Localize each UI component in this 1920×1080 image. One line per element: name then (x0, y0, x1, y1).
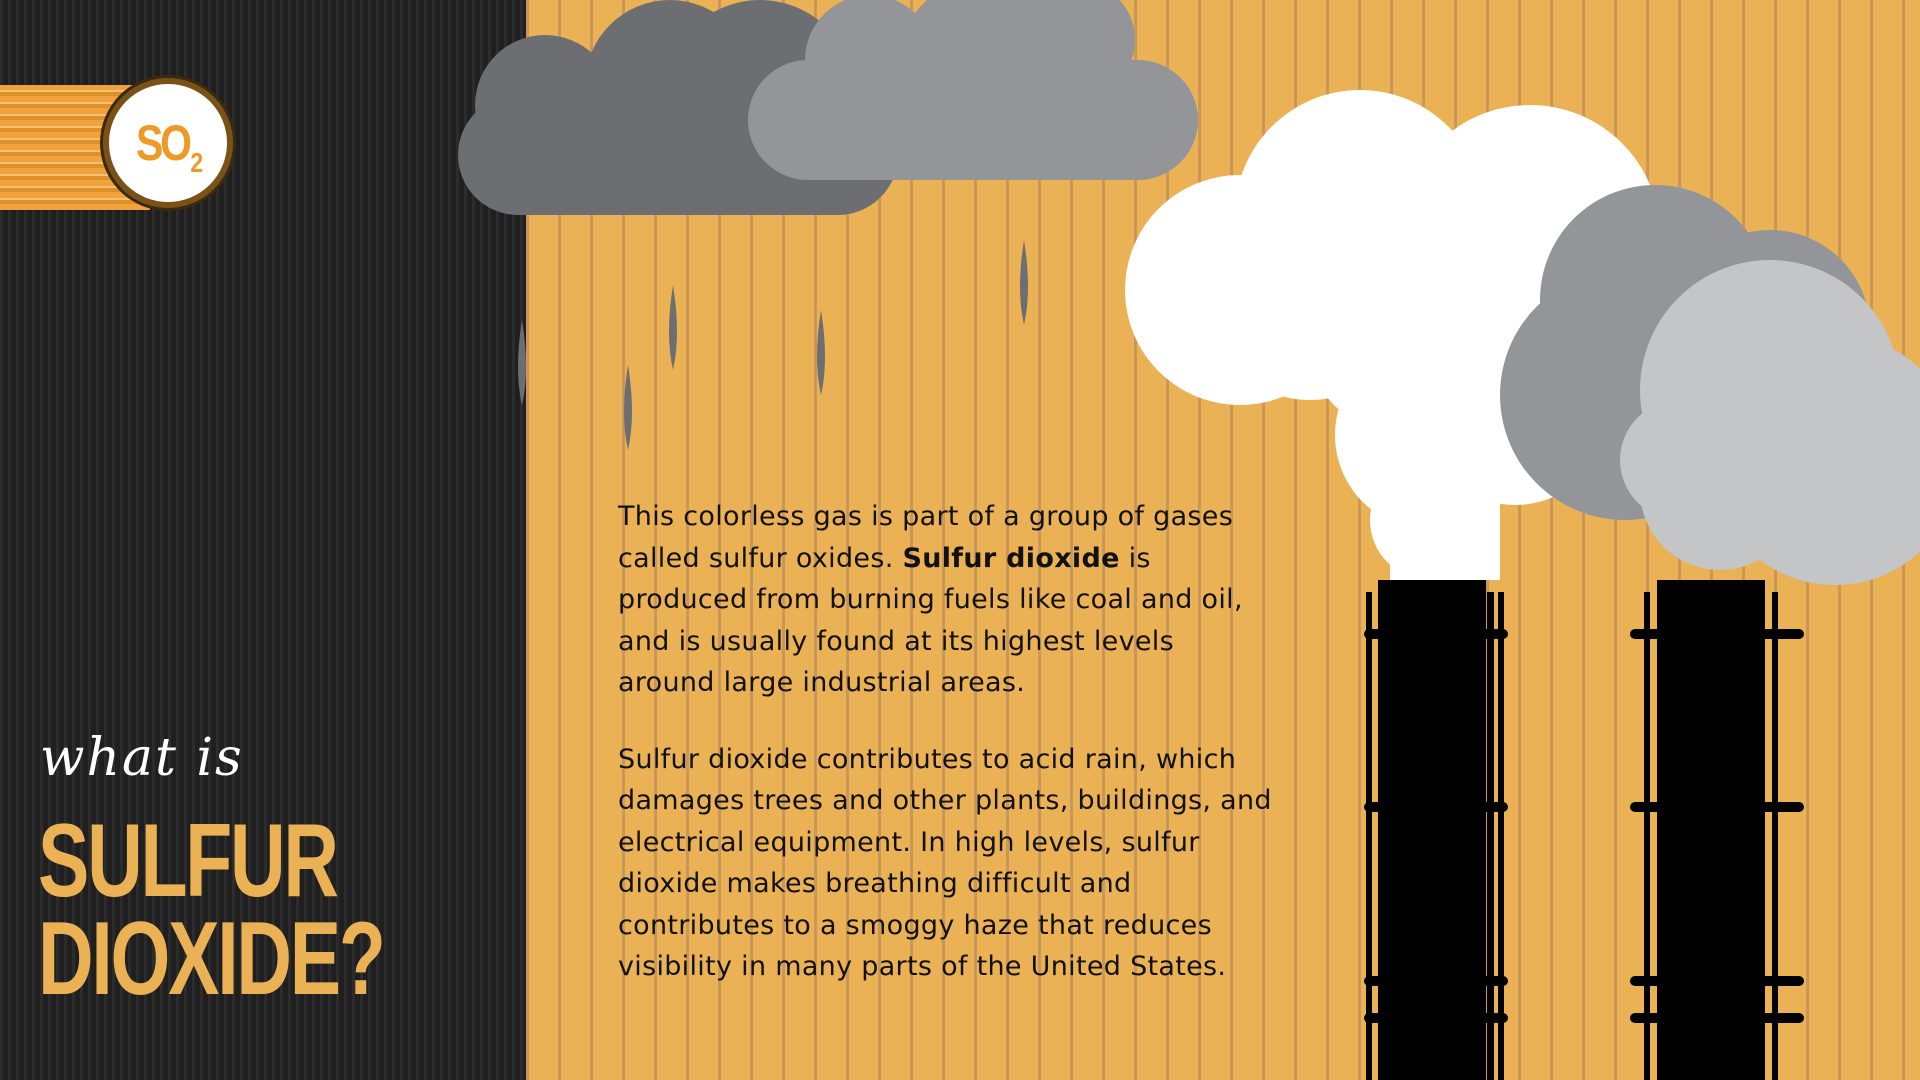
title-what-is: what is (40, 728, 244, 788)
smokestack-left (1364, 580, 1508, 1080)
badge-subscript: 2 (190, 147, 200, 178)
smokestack-right (1630, 580, 1804, 1080)
p1-bold-term: Sulfur dioxide (902, 542, 1120, 574)
paragraph-2: Sulfur dioxide contributes to acid rain, which damages trees and other plants, buildings, and electrical equipment. In high levels, sulfur dioxide makes breathing difficult and contributes to a smoggy haze that reduces visibility in many parts of the United States. (618, 743, 1272, 982)
body-copy (618, 496, 1278, 1023)
p1-text-start: This colorless gas is part of a group of gases called sulfur oxides. (618, 501, 1234, 574)
badge-symbol: SO (136, 115, 189, 171)
p1-text-end: is produced from burning fuels like coal and oil, and is usually found at its highest levels around large industrial areas. (618, 542, 1243, 698)
title-dioxide: DIOXIDE? (38, 901, 384, 1017)
paragraph-1 (618, 496, 1278, 704)
title-main (38, 803, 384, 1017)
title-sulfur: SULFUR (38, 803, 337, 919)
